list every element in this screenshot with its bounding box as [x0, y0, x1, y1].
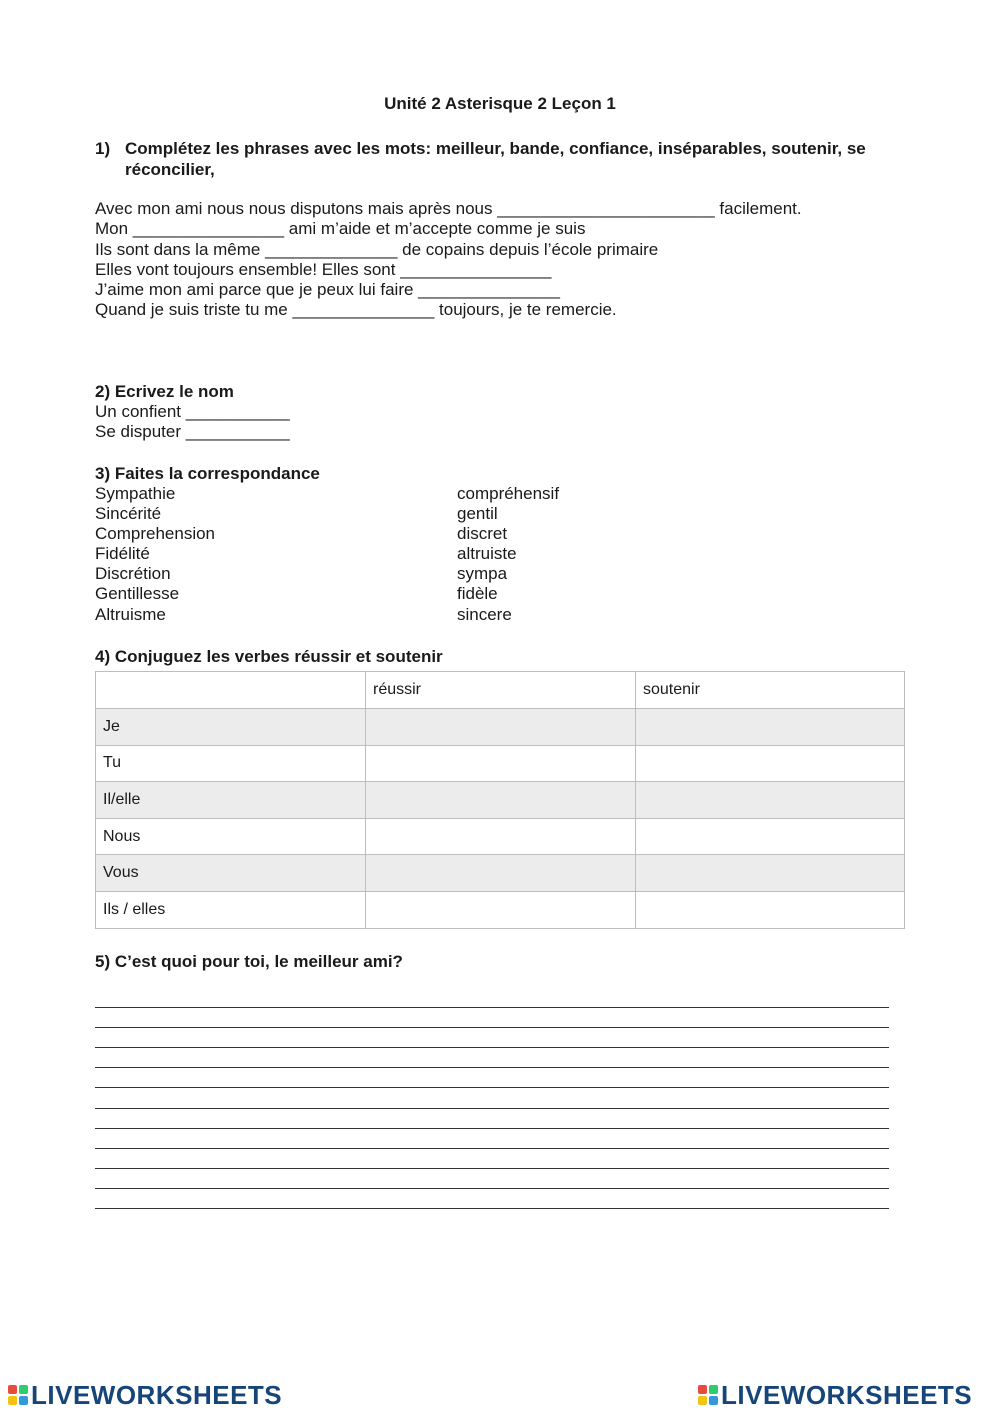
logo-icon: [8, 1385, 28, 1405]
pronoun-cell: Je: [96, 709, 366, 746]
answer-cell-reussir[interactable]: [366, 855, 636, 892]
question-2-items: [95, 402, 290, 443]
table-row: [96, 818, 905, 855]
writing-line[interactable]: [95, 1109, 889, 1129]
sentence-line: Ils sont dans la même ______________ de copains depuis l’école primaire: [95, 239, 659, 259]
pronoun-cell: Il/elle: [96, 782, 366, 819]
table-row: [96, 709, 905, 746]
writing-line[interactable]: [95, 1088, 889, 1108]
liveworksheets-logo-left: [8, 1378, 282, 1412]
logo-square: [8, 1396, 17, 1405]
match-left-item: Gentillesse: [95, 584, 180, 604]
writing-line[interactable]: [95, 1028, 889, 1048]
match-left-item: Sincérité: [95, 504, 162, 524]
answer-cell-soutenir[interactable]: [636, 782, 905, 819]
match-right-item: sympa: [457, 564, 508, 584]
question-1-heading: [95, 138, 915, 180]
writing-line[interactable]: [95, 1189, 889, 1209]
sentence-line: Quand je suis triste tu me _______________ toujours, je te remercie.: [95, 300, 617, 320]
match-right-item: discret: [457, 524, 508, 544]
pronoun-cell: Nous: [96, 818, 366, 855]
answer-cell-reussir[interactable]: [366, 745, 636, 782]
table-header-row: [96, 672, 905, 709]
writing-line[interactable]: [95, 1149, 889, 1169]
pronoun-cell: Ils / elles: [96, 891, 366, 928]
table-row: [96, 855, 905, 892]
logo-square: [19, 1396, 28, 1405]
match-right-item: fidèle: [457, 584, 498, 604]
match-left-item: Sympathie: [95, 484, 176, 503]
answer-cell-soutenir[interactable]: [636, 818, 905, 855]
sentence-line: Elles vont toujours ensemble! Elles sont ________________: [95, 259, 552, 279]
question-1-number: 1): [95, 139, 111, 158]
logo-icon: [698, 1385, 718, 1405]
writing-area[interactable]: [95, 988, 889, 1209]
question-4-heading: 4) Conjuguez les verbes réussir et soutenir: [95, 647, 443, 666]
sentence-line: J’aime mon ami parce que je peux lui faire _______________: [95, 280, 560, 300]
answer-cell-soutenir[interactable]: [636, 745, 905, 782]
answer-cell-reussir[interactable]: [366, 818, 636, 855]
match-left-item: Altruisme: [95, 604, 166, 624]
answer-cell-soutenir[interactable]: [636, 891, 905, 928]
sentence-line: Avec mon ami nous nous disputons mais après nous _______________________ facilement.: [95, 199, 802, 218]
answer-cell-reussir[interactable]: [366, 891, 636, 928]
match-right-item: sincere: [457, 604, 512, 624]
question-1-sentences: [95, 199, 802, 321]
match-left-item: Discrétion: [95, 564, 171, 584]
match-right-item: gentil: [457, 504, 498, 524]
question-5-heading: 5) C’est quoi pour toi, le meilleur ami?: [95, 952, 403, 971]
writing-line[interactable]: [95, 1129, 889, 1149]
matching-left-column: [95, 484, 215, 625]
header-cell-reussir: réussir: [366, 672, 636, 709]
writing-line[interactable]: [95, 988, 889, 1008]
answer-cell-soutenir[interactable]: [636, 855, 905, 892]
logo-square: [709, 1396, 718, 1405]
liveworksheets-logo-right: [698, 1378, 972, 1412]
match-right-item: altruiste: [457, 544, 517, 564]
writing-line[interactable]: [95, 1008, 889, 1028]
answer-cell-soutenir[interactable]: [636, 709, 905, 746]
question-1-instructions: Complétez les phrases avec les mots: meilleur, bande, confiance, inséparables, soutenir, se réconcilier,: [125, 139, 866, 179]
logo-square: [8, 1385, 17, 1394]
sentence-line: Mon ________________ ami m’aide et m’accepte comme je suis: [95, 219, 586, 239]
writing-line[interactable]: [95, 1048, 889, 1068]
table-row: [96, 782, 905, 819]
header-cell-soutenir: soutenir: [636, 672, 905, 709]
pronoun-cell: Tu: [96, 745, 366, 782]
header-cell-empty: [96, 672, 366, 709]
conjugation-table: [95, 671, 905, 929]
table-row: [96, 745, 905, 782]
logo-square: [709, 1385, 718, 1394]
logo-text: LIVEWORKSHEETS: [721, 1379, 973, 1410]
logo-square: [19, 1385, 28, 1394]
match-left-item: Comprehension: [95, 524, 216, 544]
answer-cell-reussir[interactable]: [366, 709, 636, 746]
question-3-heading: 3) Faites la correspondance: [95, 464, 320, 483]
writing-line[interactable]: [95, 1068, 889, 1088]
logo-square: [698, 1396, 707, 1405]
matching-right-column: [457, 484, 559, 625]
noun-item: Se disputer ___________: [95, 422, 290, 442]
table-row: [96, 891, 905, 928]
pronoun-cell: Vous: [96, 855, 366, 892]
logo-square: [698, 1385, 707, 1394]
match-right-item: compréhensif: [457, 484, 560, 503]
writing-line[interactable]: [95, 1169, 889, 1189]
match-left-item: Fidélité: [95, 544, 150, 564]
noun-item: Un confient ___________: [95, 402, 290, 421]
question-2-heading: 2) Ecrivez le nom: [95, 382, 234, 401]
logo-text: LIVEWORKSHEETS: [31, 1379, 283, 1410]
page-title: Unité 2 Asterisque 2 Leçon 1: [384, 94, 616, 113]
answer-cell-reussir[interactable]: [366, 782, 636, 819]
